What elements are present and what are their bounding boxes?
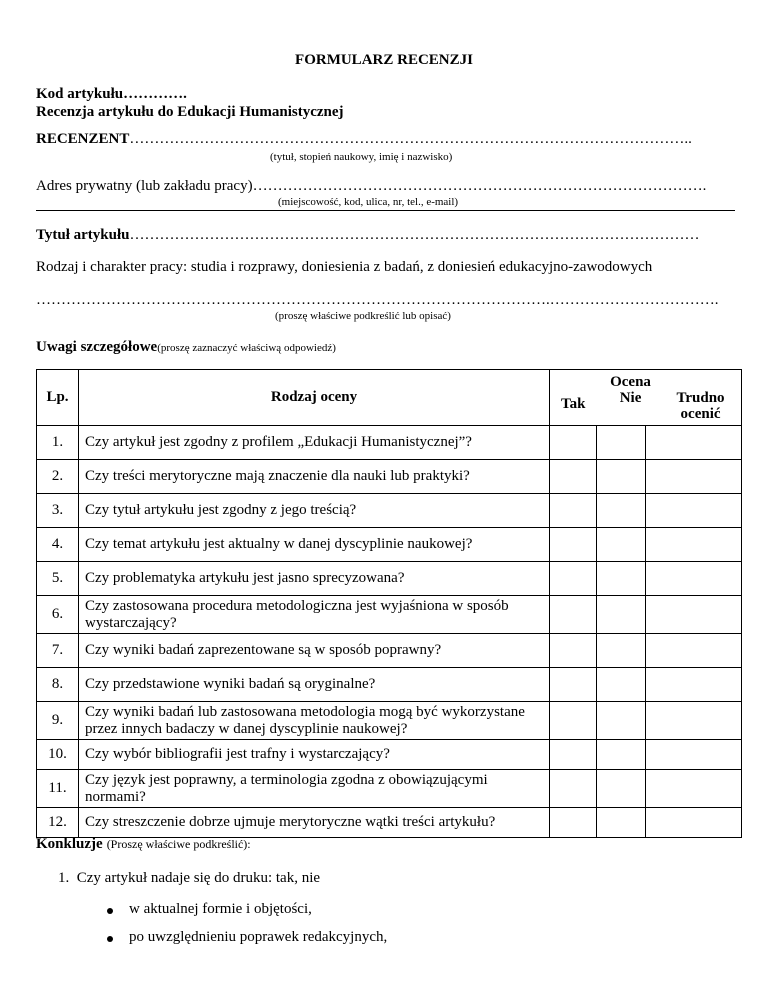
cell-tak[interactable] xyxy=(550,808,597,838)
reviewer-line xyxy=(36,131,731,148)
cell-trudno[interactable] xyxy=(646,702,742,740)
title-label: Tytuł artykułu xyxy=(36,227,130,243)
row-lp: 8. xyxy=(37,668,79,702)
row-question: Czy treści merytoryczne mają znaczenie dla nauki lub praktyki? xyxy=(79,460,550,494)
row-lp: 2. xyxy=(37,460,79,494)
cell-tak[interactable] xyxy=(550,528,597,562)
title-line xyxy=(36,227,731,244)
address-line xyxy=(36,178,731,195)
table-row xyxy=(37,528,742,562)
address-caption: (miejscowość, kod, ulica, nr, tel., e-mail) xyxy=(278,196,459,208)
cell-tak[interactable] xyxy=(550,668,597,702)
table-row xyxy=(37,634,742,668)
cell-tak[interactable] xyxy=(550,634,597,668)
work-type-dots-text: ………………………………………………………………………………………….……………………………. xyxy=(36,292,719,308)
table-row xyxy=(37,740,742,770)
cell-nie[interactable] xyxy=(597,460,646,494)
cell-nie[interactable] xyxy=(597,426,646,460)
header-lp: Lp. xyxy=(37,370,79,426)
table-row xyxy=(37,702,742,740)
details-note: (proszę zaznaczyć właściwą odpowiedź) xyxy=(157,342,336,354)
cell-nie[interactable] xyxy=(597,702,646,740)
row-question: Czy zastosowana procedura metodologiczna jest wyjaśniona w sposób wystarczający? xyxy=(79,596,550,634)
cell-trudno[interactable] xyxy=(646,426,742,460)
work-type-dots xyxy=(36,292,731,309)
details-heading xyxy=(36,338,336,356)
table-row xyxy=(37,668,742,702)
cell-nie[interactable] xyxy=(597,668,646,702)
row-lp: 12. xyxy=(37,808,79,838)
cell-trudno[interactable] xyxy=(646,770,742,808)
reviewer-dots: ………………………………………………………………………………………………….. xyxy=(129,131,692,147)
cell-trudno[interactable] xyxy=(646,494,742,528)
cell-trudno[interactable] xyxy=(646,634,742,668)
cell-tak[interactable] xyxy=(550,770,597,808)
header-ocena xyxy=(597,370,742,426)
row-lp: 6. xyxy=(37,596,79,634)
table-row xyxy=(37,770,742,808)
review-subtitle: Recenzja artykułu do Edukacji Humanistycznej xyxy=(36,104,344,120)
table-row xyxy=(37,494,742,528)
header-nie-block xyxy=(597,374,665,422)
conclusions-heading xyxy=(36,835,251,853)
cell-nie[interactable] xyxy=(597,494,646,528)
row-question: Czy problematyka artykułu jest jasno sprecyzowana? xyxy=(79,562,550,596)
cell-tak[interactable] xyxy=(550,494,597,528)
cell-nie[interactable] xyxy=(597,770,646,808)
cell-tak[interactable] xyxy=(550,596,597,634)
row-question: Czy tytuł artykułu jest zgodny z jego treścią? xyxy=(79,494,550,528)
details-label: Uwagi szczegółowe xyxy=(36,339,158,355)
row-lp: 11. xyxy=(37,770,79,808)
table-row xyxy=(37,460,742,494)
cell-nie[interactable] xyxy=(597,596,646,634)
table-row xyxy=(37,596,742,634)
reviewer-label: RECENZENT xyxy=(36,131,130,147)
header-trudno-label-1: Trudno xyxy=(676,389,725,406)
address-label: Adres prywatny (lub zakładu pracy) xyxy=(36,178,253,194)
cell-tak[interactable] xyxy=(550,562,597,596)
header-trudno-block xyxy=(665,374,737,422)
row-lp: 1. xyxy=(37,426,79,460)
conclusions-note: (Proszę właściwe podkreślić): xyxy=(106,837,251,851)
header-nie-label: Nie xyxy=(619,389,642,406)
row-question: Czy streszczenie dobrze ujmuje merytoryczne wątki treści artykułu? xyxy=(79,808,550,838)
table-header-row xyxy=(37,370,742,426)
row-lp: 9. xyxy=(37,702,79,740)
row-question: Czy wyniki badań zaprezentowane są w sposób poprawny? xyxy=(79,634,550,668)
row-question: Czy wybór bibliografii jest trafny i wystarczający? xyxy=(79,740,550,770)
row-lp: 3. xyxy=(37,494,79,528)
cell-nie[interactable] xyxy=(597,740,646,770)
conclusions-label: Konkluzje xyxy=(36,836,103,852)
divider-line xyxy=(36,210,735,211)
row-lp: 5. xyxy=(37,562,79,596)
row-question: Czy artykuł jest zgodny z profilem „Edukacji Humanistycznej”? xyxy=(79,426,550,460)
cell-trudno[interactable] xyxy=(646,740,742,770)
cell-nie[interactable] xyxy=(597,528,646,562)
header-tak xyxy=(550,370,597,426)
work-type-caption: (proszę właściwe podkreślić lub opisać) xyxy=(275,310,451,322)
address-dots: ………………………………………………………………………………. xyxy=(252,178,707,194)
form-title: FORMULARZ RECENZJI xyxy=(295,52,473,68)
table-row xyxy=(37,808,742,838)
header-ocena-wrap xyxy=(597,374,737,422)
row-lp: 10. xyxy=(37,740,79,770)
reviewer-caption: (tytuł, stopień naukowy, imię i nazwisko) xyxy=(270,151,453,163)
bullet-icon xyxy=(107,908,113,914)
cell-trudno[interactable] xyxy=(646,808,742,838)
cell-tak[interactable] xyxy=(550,460,597,494)
cell-tak[interactable] xyxy=(550,740,597,770)
cell-trudno[interactable] xyxy=(646,562,742,596)
cell-trudno[interactable] xyxy=(646,528,742,562)
cell-tak[interactable] xyxy=(550,702,597,740)
cell-trudno[interactable] xyxy=(646,460,742,494)
conclusion-bullet-1: w aktualnej formie i objętości, xyxy=(129,901,312,917)
cell-tak[interactable] xyxy=(550,426,597,460)
header-trudno-label-2: ocenić xyxy=(680,405,721,422)
row-question: Czy język jest poprawny, a terminologia zgodna z obowiązującymi normami? xyxy=(79,770,550,808)
row-lp: 7. xyxy=(37,634,79,668)
row-question: Czy wyniki badań lub zastosowana metodologia mogą być wykorzystane przez innych badaczy w danej dyscyplinie naukowej? xyxy=(79,702,550,740)
row-question: Czy przedstawione wyniki badań są oryginalne? xyxy=(79,668,550,702)
row-lp: 4. xyxy=(37,528,79,562)
table-row xyxy=(37,426,742,460)
work-type-text: Rodzaj i charakter pracy: studia i rozprawy, doniesienia z badań, z doniesień edukacyjno-zawodowych xyxy=(36,259,653,275)
cell-nie[interactable] xyxy=(597,634,646,668)
evaluation-table xyxy=(36,369,742,838)
header-tak-label: Tak xyxy=(561,396,586,412)
conclusion-bullet-2: po uwzględnieniu poprawek redakcyjnych, xyxy=(129,929,388,945)
title-dots: …………………………………………………………………………………………………… xyxy=(129,227,700,243)
bullet-icon xyxy=(107,936,113,942)
cell-trudno[interactable] xyxy=(646,668,742,702)
article-code: Kod artykułu…………. xyxy=(36,86,187,102)
header-rodzaj: Rodzaj oceny xyxy=(79,370,550,426)
table-row xyxy=(37,562,742,596)
cell-nie[interactable] xyxy=(597,562,646,596)
header-ocena-label: Ocena xyxy=(610,373,651,390)
conclusion-item-1: 1. Czy artykuł nadaje się do druku: tak, nie xyxy=(58,870,321,886)
cell-trudno[interactable] xyxy=(646,596,742,634)
cell-nie[interactable] xyxy=(597,808,646,838)
row-question: Czy temat artykułu jest aktualny w danej dyscyplinie naukowej? xyxy=(79,528,550,562)
